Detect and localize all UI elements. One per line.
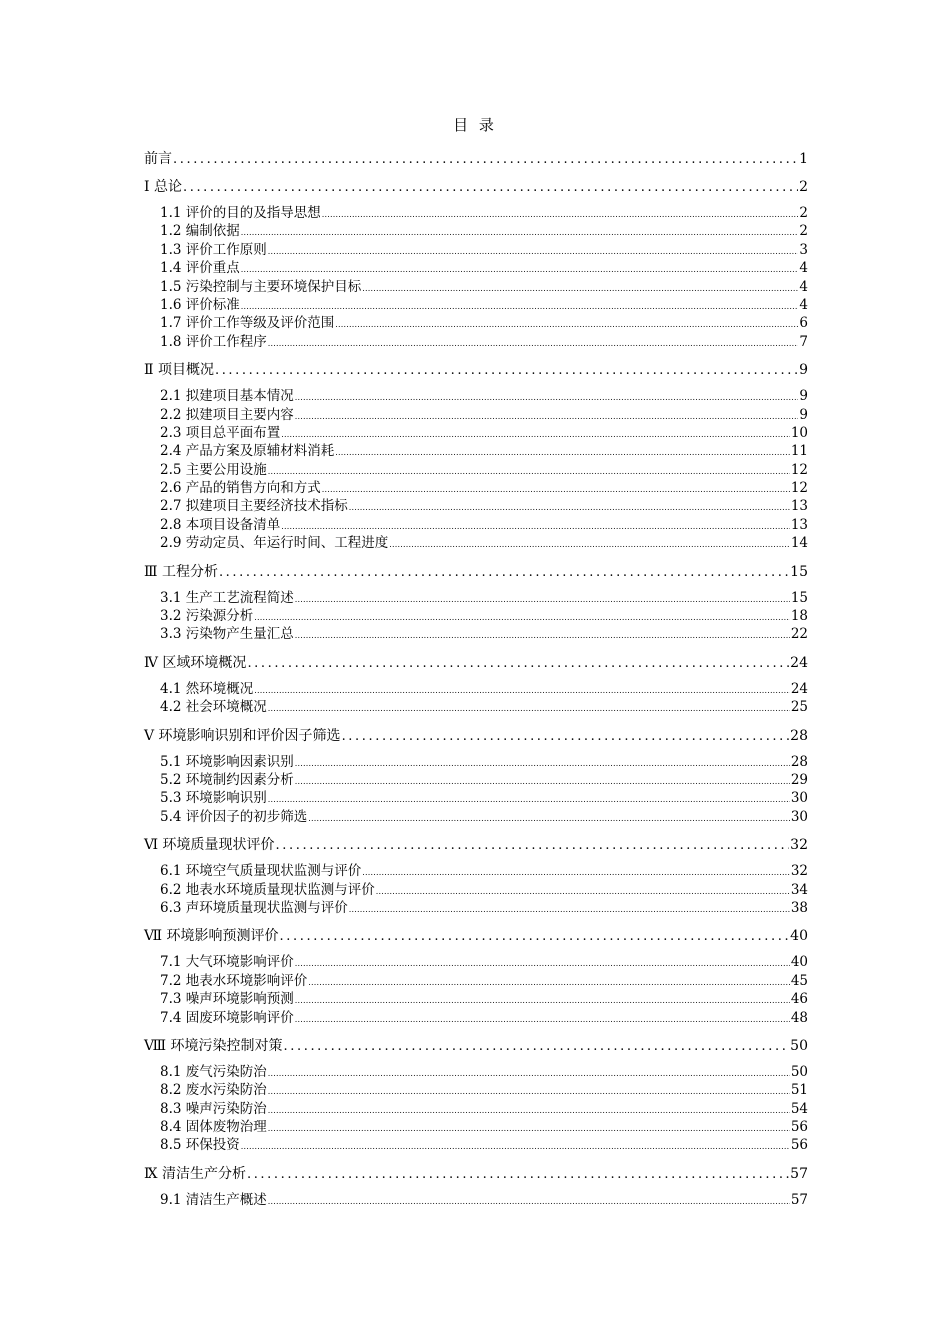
toc-section-label: 8.4 固体废物治理 [160, 1119, 267, 1136]
toc-section[interactable] [144, 607, 808, 625]
dot-leader [295, 1011, 790, 1029]
toc-section-page-number: 12 [790, 461, 808, 478]
dot-leader [389, 536, 790, 554]
dot-leader [268, 243, 799, 261]
dot-leader [215, 360, 798, 382]
toc-section[interactable] [144, 953, 808, 971]
toc-section-label: 1.2 编制依据 [160, 223, 240, 240]
toc-section-label: 2.9 劳动定员、年运行时间、工程进度 [160, 535, 389, 552]
toc-section-label: 8.5 环保投资 [160, 1137, 240, 1154]
toc-section[interactable] [144, 1191, 808, 1209]
toc-section[interactable] [144, 589, 808, 607]
toc-section[interactable] [144, 1081, 808, 1099]
dot-leader [308, 974, 790, 992]
toc-chapter-page-number: 50 [790, 1037, 808, 1054]
toc-section[interactable] [144, 990, 808, 1008]
dot-leader [376, 883, 790, 901]
toc-section[interactable] [144, 387, 808, 405]
dot-leader [173, 149, 798, 171]
toc-section-page-number: 25 [790, 699, 808, 716]
dot-leader [295, 591, 790, 609]
toc-section-page-number: 28 [790, 753, 808, 770]
toc-section-label: 7.3 噪声环境影响预测 [160, 991, 294, 1008]
toc-chapter-label: Ⅷ 环境污染控制对策 [144, 1037, 283, 1054]
toc-chapter[interactable] [144, 652, 808, 680]
toc-section[interactable] [144, 442, 808, 460]
dot-leader [268, 791, 790, 809]
toc-section-page-number: 2 [799, 205, 808, 221]
toc-section-page-number: 11 [790, 443, 808, 460]
toc-section[interactable] [144, 881, 808, 899]
toc-section-page-number: 30 [790, 790, 808, 807]
dot-leader [276, 835, 790, 857]
toc-section-label: 5.1 环境影响因素识别 [160, 753, 294, 770]
toc-section-page-number: 22 [790, 626, 808, 643]
toc-section-label: 1.1 评价的目的及指导思想 [160, 205, 321, 221]
toc-section-page-number: 38 [790, 899, 808, 916]
toc-section-page-number: 3 [799, 241, 808, 258]
toc-section-page-number: 57 [790, 1191, 808, 1208]
dot-leader [268, 335, 799, 353]
toc-section-page-number: 29 [790, 771, 808, 788]
toc-section[interactable] [144, 222, 808, 240]
toc-section-page-number: 9 [799, 406, 808, 423]
toc-section[interactable] [144, 534, 808, 552]
toc-section-label: 6.3 声环境质量现状监测与评价 [160, 899, 348, 916]
toc-chapter-page-number: 9 [799, 362, 808, 379]
toc-section-page-number: 24 [790, 680, 808, 697]
dot-leader [295, 773, 790, 791]
toc-section-label: 5.4 评价因子的初步筛选 [160, 808, 308, 825]
toc-section[interactable] [144, 1118, 808, 1136]
dot-leader [295, 955, 790, 973]
toc-section-label: 2.8 本项目设备清单 [160, 516, 281, 533]
dot-leader [362, 280, 798, 298]
dot-leader [349, 499, 790, 517]
dot-leader [254, 609, 790, 627]
dot-leader [268, 1083, 790, 1101]
toc-chapter[interactable] [144, 561, 808, 589]
toc-section-page-number: 10 [790, 424, 808, 441]
toc-chapter[interactable] [144, 1035, 808, 1063]
toc-section-label: 6.1 环境空气质量现状监测与评价 [160, 863, 362, 880]
toc-section-page-number: 40 [790, 954, 808, 971]
toc-section-label: 2.7 拟建项目主要经济技术指标 [160, 498, 348, 515]
dot-leader [308, 810, 790, 828]
toc-chapter-label: Ⅶ 环境影响预测评价 [144, 928, 279, 945]
toc-section-page-number: 9 [799, 388, 808, 405]
toc-section[interactable] [144, 753, 808, 771]
page-title: 目 录 [453, 116, 497, 134]
toc-section[interactable] [144, 296, 808, 314]
toc-chapter-label: Ⅰ 总论 [144, 179, 182, 195]
toc-section[interactable] [144, 241, 808, 259]
toc-section-label: 1.8 评价工作程序 [160, 333, 267, 350]
toc-section-page-number: 32 [790, 863, 808, 880]
dot-leader [254, 682, 790, 700]
toc-chapter-page-number: 2 [799, 179, 808, 195]
dot-leader [247, 653, 789, 675]
dot-leader [295, 389, 799, 407]
toc-section-label: 4.2 社会环境概况 [160, 699, 267, 716]
toc-section-page-number: 18 [790, 608, 808, 625]
dot-leader [281, 426, 790, 444]
toc-section[interactable] [144, 204, 808, 222]
toc-chapter-label: Ⅲ 工程分析 [144, 563, 218, 580]
toc-chapter[interactable] [144, 725, 808, 753]
toc-section-label: 3.1 生产工艺流程简述 [160, 589, 294, 606]
dot-leader [349, 901, 790, 919]
toc-section-label: 5.3 环境影响识别 [160, 790, 267, 807]
dot-leader [281, 518, 790, 536]
toc-section[interactable] [144, 461, 808, 479]
dot-leader [241, 261, 799, 279]
dot-leader [268, 1120, 790, 1138]
dot-leader [247, 1164, 789, 1186]
toc-section[interactable] [144, 698, 808, 716]
toc-section[interactable] [144, 259, 808, 277]
dot-leader [295, 627, 790, 645]
toc-chapter-label: Ⅵ 环境质量现状评价 [144, 837, 275, 854]
toc-section-page-number: 30 [790, 808, 808, 825]
toc-section-label: 1.7 评价工作等级及评价范围 [160, 315, 335, 332]
dot-leader [241, 1138, 790, 1156]
toc-section-label: 2.3 项目总平面布置 [160, 424, 281, 441]
dot-leader [362, 864, 790, 882]
toc-chapter-page-number: 32 [790, 837, 808, 854]
toc-section-label: 4.1 然环境概况 [160, 680, 254, 697]
dot-leader [268, 463, 790, 481]
dot-leader [342, 726, 790, 748]
toc-chapter-page-number: 15 [790, 563, 808, 580]
dot-leader [268, 700, 790, 718]
toc-section[interactable] [144, 406, 808, 424]
dot-leader [219, 562, 789, 584]
toc-section-label: 6.2 地表水环境质量现状监测与评价 [160, 881, 375, 898]
toc-section-label: 8.1 废气污染防治 [160, 1063, 267, 1080]
toc-section-label: 1.6 评价标准 [160, 296, 240, 313]
toc-section-page-number: 7 [799, 333, 808, 350]
toc-section[interactable] [144, 771, 808, 789]
toc-section-label: 2.5 主要公用设施 [160, 461, 267, 478]
dot-leader [183, 177, 798, 199]
toc-section-page-number: 48 [790, 1009, 808, 1026]
toc-chapter[interactable] [144, 176, 808, 204]
toc-section-page-number: 56 [790, 1137, 808, 1154]
toc-section-label: 9.1 清洁生产概述 [160, 1191, 267, 1208]
toc-chapter-label: 前言 [144, 151, 172, 167]
dot-leader [295, 992, 790, 1010]
toc-section-page-number: 4 [799, 260, 808, 277]
table-of-contents [144, 148, 808, 1217]
toc-section[interactable] [144, 972, 808, 990]
toc-section-label: 7.2 地表水环境影响评价 [160, 972, 308, 989]
dot-leader [322, 206, 799, 224]
toc-section-page-number: 34 [790, 881, 808, 898]
dot-leader [268, 1193, 790, 1211]
toc-chapter-label: Ⅳ 区域环境概况 [144, 654, 247, 671]
toc-section[interactable] [144, 625, 808, 643]
dot-leader [268, 1065, 790, 1083]
toc-section-label: 1.4 评价重点 [160, 260, 240, 277]
dot-leader [241, 224, 799, 242]
toc-chapter[interactable] [144, 834, 808, 862]
toc-section-label: 7.1 大气环境影响评价 [160, 954, 294, 971]
toc-section-page-number: 13 [790, 516, 808, 533]
toc-chapter[interactable] [144, 1163, 808, 1191]
toc-section-page-number: 12 [790, 480, 808, 497]
toc-section-page-number: 2 [799, 223, 808, 240]
toc-section-label: 2.4 产品方案及原辅材料消耗 [160, 443, 335, 460]
toc-chapter-label: Ⅸ 清洁生产分析 [144, 1165, 246, 1182]
toc-section-page-number: 4 [799, 278, 808, 295]
toc-section[interactable] [144, 314, 808, 332]
toc-section-page-number: 51 [790, 1082, 808, 1099]
toc-section-label: 1.3 评价工作原则 [160, 241, 267, 258]
toc-section-page-number: 4 [799, 296, 808, 313]
toc-section-page-number: 56 [790, 1119, 808, 1136]
toc-section-page-number: 15 [790, 589, 808, 606]
dot-leader [322, 481, 790, 499]
toc-section-label: 8.2 废水污染防治 [160, 1082, 267, 1099]
toc-section[interactable] [144, 497, 808, 515]
toc-section-page-number: 54 [790, 1100, 808, 1117]
toc-chapter[interactable] [144, 148, 808, 176]
toc-section-page-number: 6 [799, 315, 808, 332]
toc-chapter[interactable] [144, 925, 808, 953]
toc-section-label: 2.6 产品的销售方向和方式 [160, 480, 321, 497]
toc-section[interactable] [144, 899, 808, 917]
toc-section[interactable] [144, 1100, 808, 1118]
toc-section[interactable] [144, 516, 808, 534]
dot-leader [268, 1102, 790, 1120]
toc-section-label: 5.2 环境制约因素分析 [160, 771, 294, 788]
dot-leader [241, 298, 799, 316]
toc-section-label: 1.5 污染控制与主要环境保护目标 [160, 278, 362, 295]
toc-section[interactable] [144, 333, 808, 351]
toc-section-page-number: 14 [790, 535, 808, 552]
dot-leader [335, 444, 790, 462]
toc-chapter-page-number: 1 [799, 151, 808, 167]
toc-section-page-number: 13 [790, 498, 808, 515]
dot-leader [335, 316, 798, 334]
toc-section[interactable] [144, 789, 808, 807]
toc-section[interactable] [144, 479, 808, 497]
toc-section[interactable] [144, 862, 808, 880]
toc-section-label: 2.1 拟建项目基本情况 [160, 388, 294, 405]
toc-section-label: 3.2 污染源分析 [160, 608, 254, 625]
toc-section[interactable] [144, 1063, 808, 1081]
toc-chapter[interactable] [144, 359, 808, 387]
toc-chapter-page-number: 57 [790, 1165, 808, 1182]
toc-chapter-page-number: 40 [790, 928, 808, 945]
dot-leader [295, 755, 790, 773]
toc-section-page-number: 45 [790, 972, 808, 989]
toc-section-page-number: 50 [790, 1063, 808, 1080]
toc-section-page-number: 46 [790, 991, 808, 1008]
toc-section[interactable] [144, 1136, 808, 1154]
toc-chapter-label: Ⅴ 环境影响识别和评价因子筛选 [144, 727, 341, 744]
toc-section-label: 8.3 噪声污染防治 [160, 1100, 267, 1117]
toc-chapter-page-number: 24 [790, 654, 808, 671]
toc-section[interactable] [144, 680, 808, 698]
toc-chapter-page-number: 28 [790, 727, 808, 744]
toc-section[interactable] [144, 278, 808, 296]
toc-section-label: 2.2 拟建项目主要内容 [160, 406, 294, 423]
toc-chapter-label: Ⅱ 项目概况 [144, 362, 214, 379]
toc-section[interactable] [144, 1009, 808, 1027]
dot-leader [280, 926, 790, 948]
toc-section-label: 7.4 固废环境影响评价 [160, 1009, 294, 1026]
toc-section-label: 3.3 污染物产生量汇总 [160, 626, 294, 643]
toc-section[interactable] [144, 808, 808, 826]
dot-leader [295, 408, 799, 426]
toc-section[interactable] [144, 424, 808, 442]
dot-leader [284, 1036, 790, 1058]
